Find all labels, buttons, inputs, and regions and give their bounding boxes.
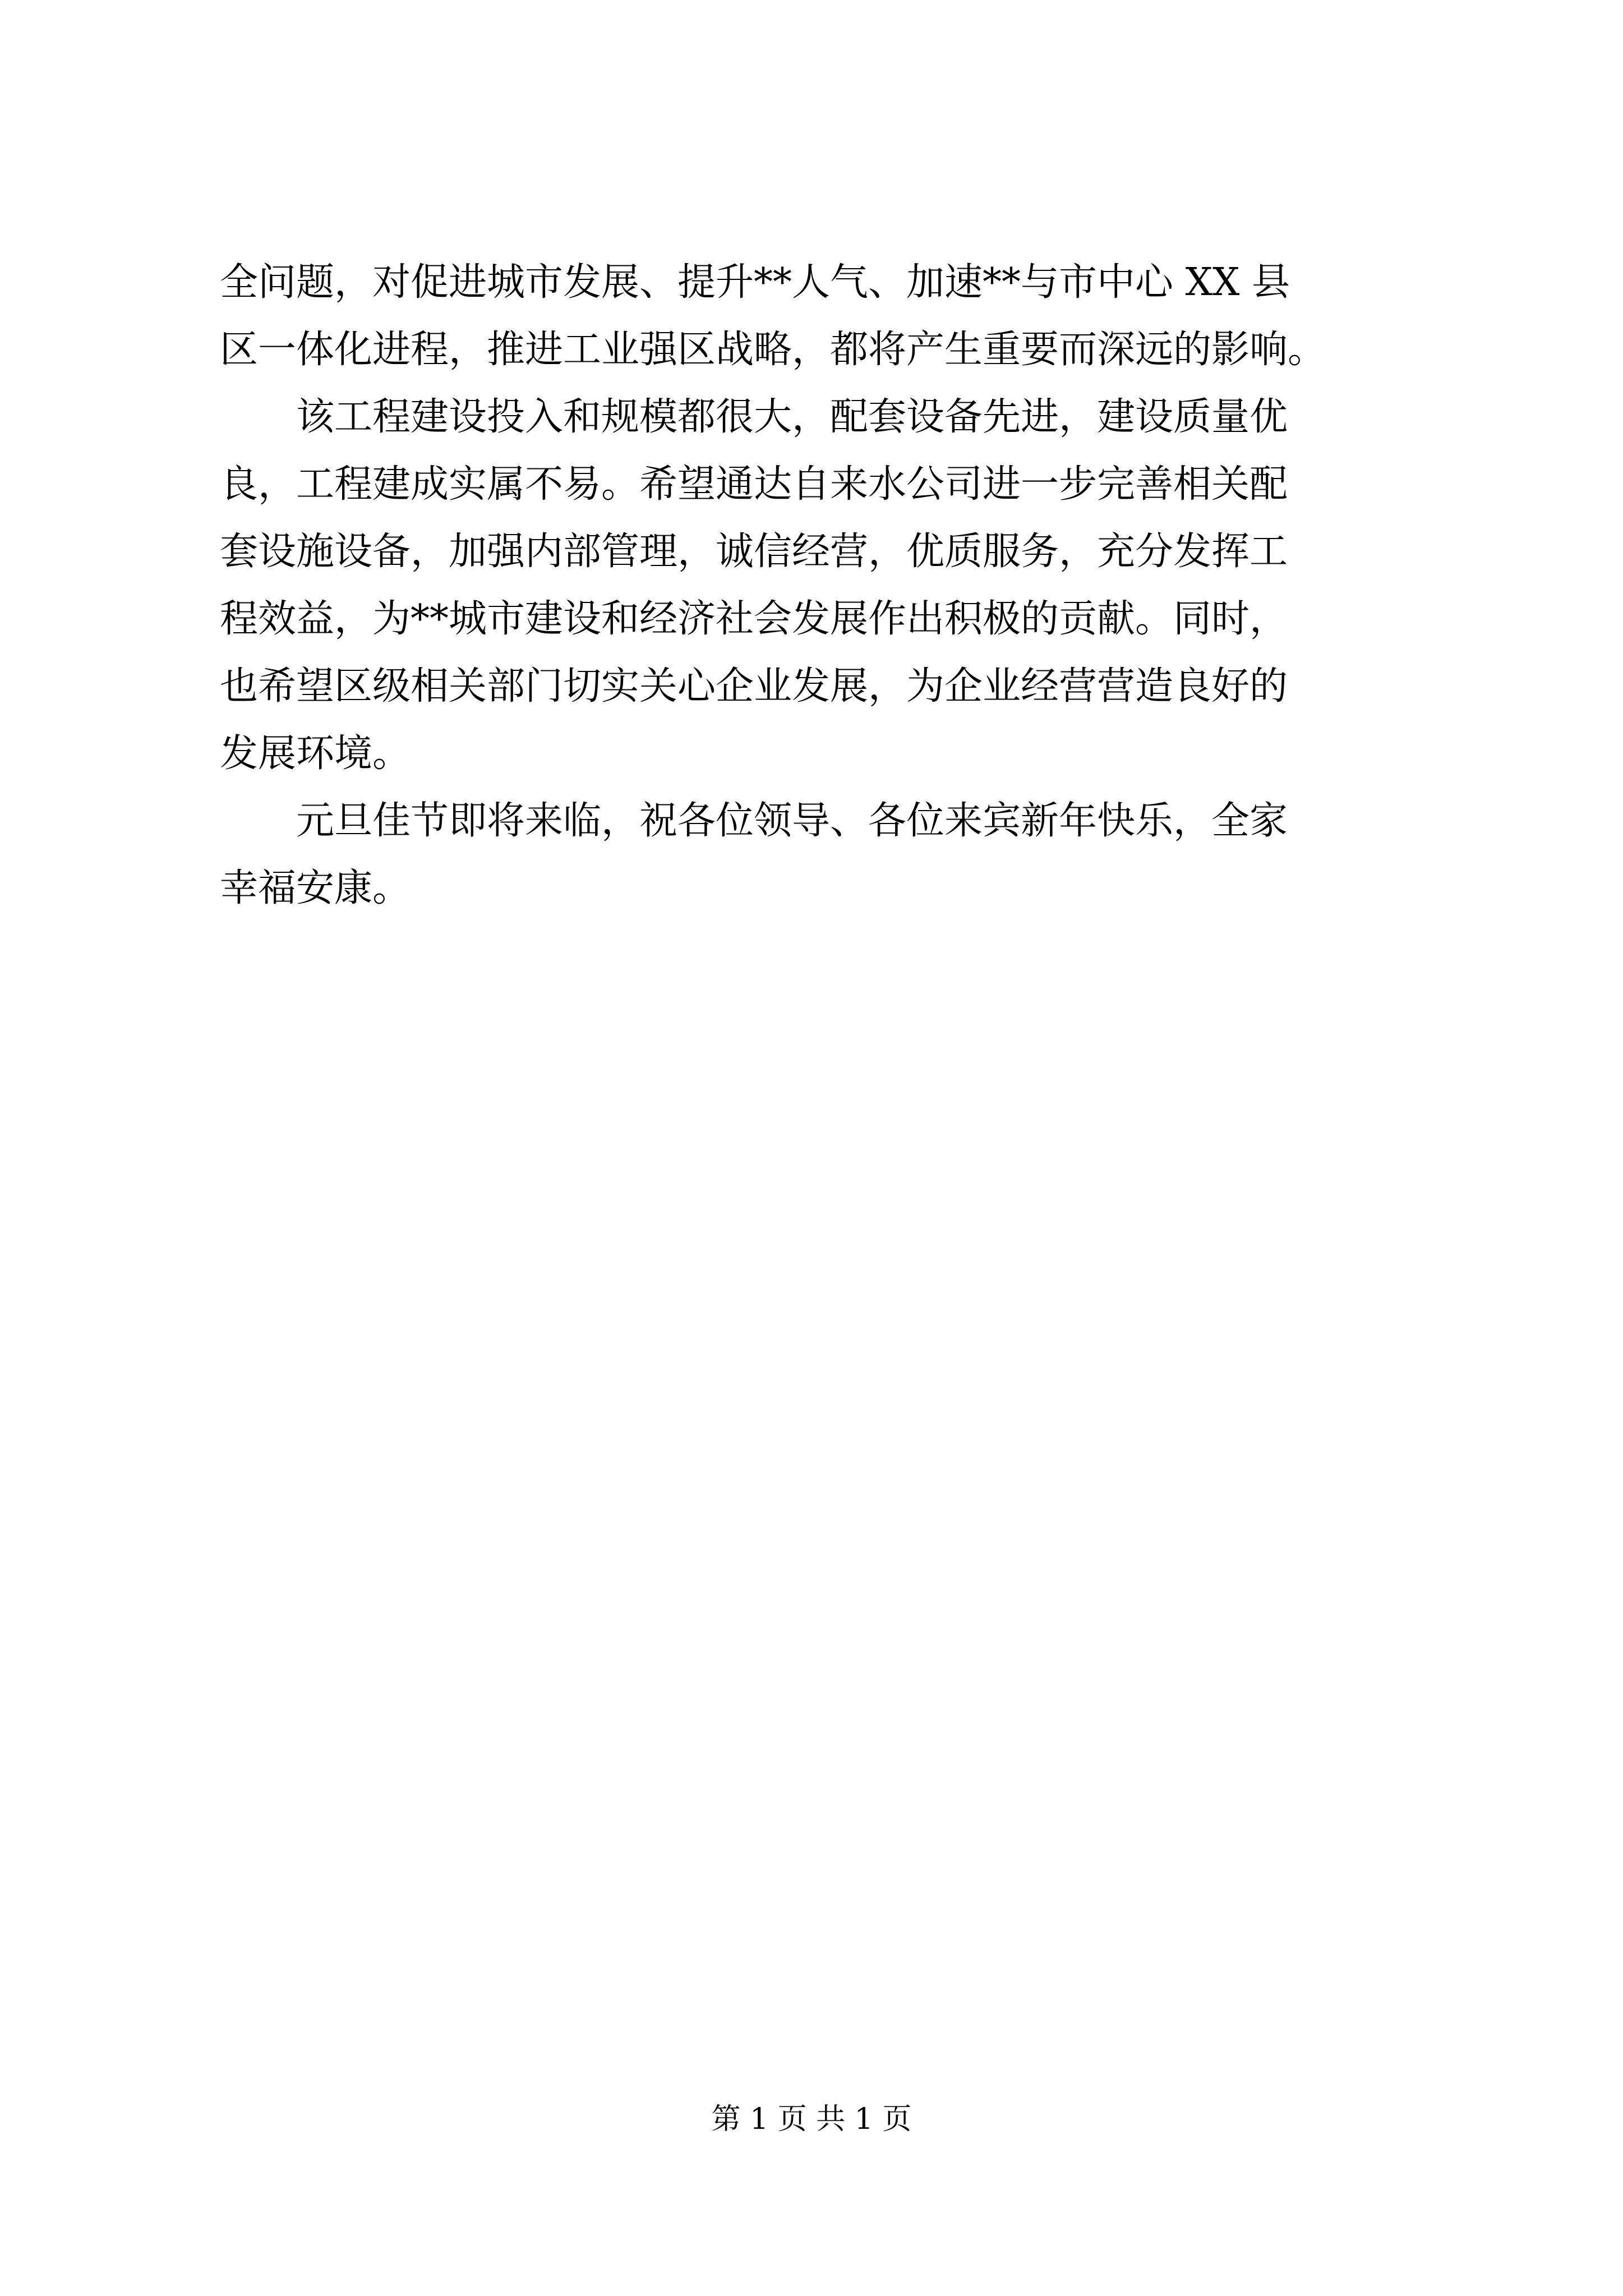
- paragraph: [220, 799, 1403, 937]
- text-line: 幸福安康。: [220, 866, 411, 910]
- text-line: 套设施设备，加强内部管理，诚信经营，优质服务，充分发挥工: [220, 530, 1288, 574]
- text-line: 全问题，对促进城市发展、提升**人气、加速**与市中心 XX 县: [220, 260, 1290, 305]
- text-line: 发展环境。: [220, 731, 411, 776]
- text-line: 元旦佳节即将来临，祝各位领导、各位来宾新年快乐，全家: [296, 799, 1288, 843]
- text-line: 良，工程建成实属不易。希望通达自来水公司进一步完善相关配: [220, 462, 1288, 507]
- document-body: [220, 260, 1403, 937]
- text-line: 程效益，为**城市建设和经济社会发展作出积极的贡献。同时，: [220, 597, 1288, 641]
- text-line: 也希望区级相关部门切实关心企业发展，为企业经营营造良好的: [220, 664, 1288, 708]
- text-line: 该工程建设投入和规模都很大，配套设备先进，建设质量优: [296, 395, 1288, 439]
- page-number-footer: 第 1 页 共 1 页: [711, 2102, 912, 2136]
- paragraph: [220, 260, 1403, 398]
- text-line: 区一体化进程，推进工业强区战略，都将产生重要而深远的影响。: [220, 328, 1326, 372]
- paragraph: [220, 395, 1403, 802]
